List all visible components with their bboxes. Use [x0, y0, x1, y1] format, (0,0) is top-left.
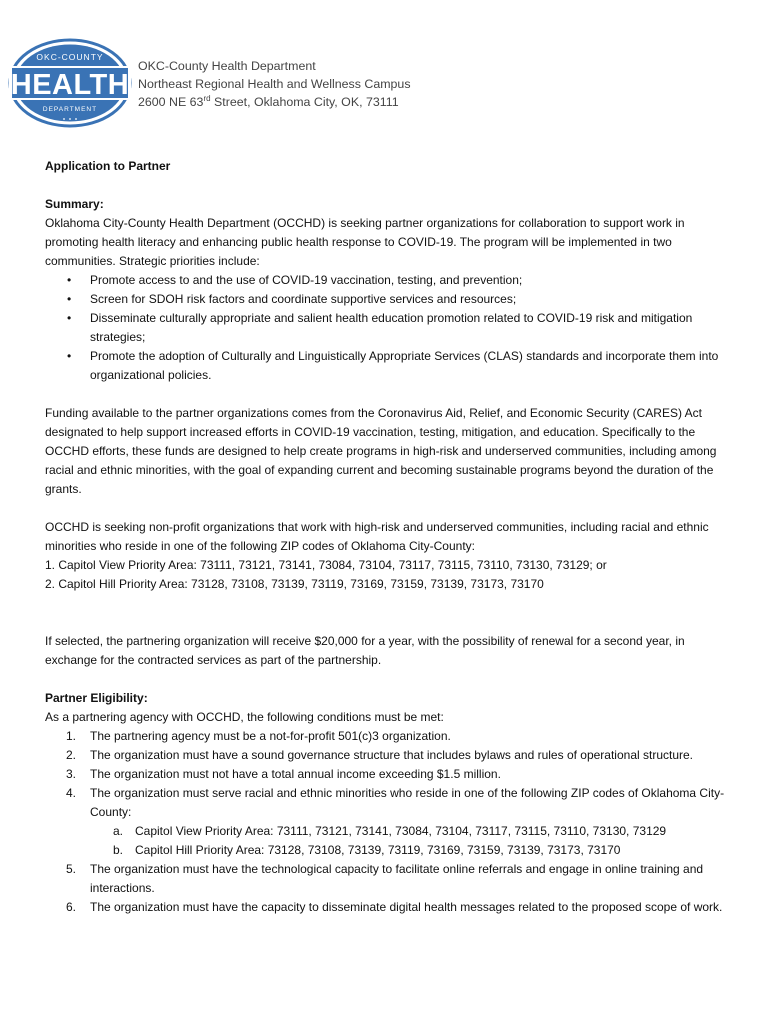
document-body	[45, 157, 735, 917]
bullet-icon: •	[67, 311, 72, 325]
zip-area-capitol-view: 1. Capitol View Priority Area: 73111, 73121, 73141, 73084, 73104, 73117, 73115, 73110, 73130, 73129; or	[45, 558, 607, 572]
list-item: 2. The organization must have a sound governance structure that includes bylaws and rules of operational structure.	[66, 748, 694, 762]
priorities-list	[45, 271, 735, 385]
eligibility-heading: Partner Eligibility:	[45, 691, 148, 705]
list-item: • Screen for SDOH risk factors and coordinate supportive services and resources;	[45, 290, 735, 309]
logo-top-text: OKC-COUNTY	[36, 52, 104, 62]
bullet-icon: •	[67, 292, 72, 306]
selected-paragraph: If selected, the partnering organization will receive $20,000 for a year, with the possibility of renewal for a second year, in exchange for the contracted services as part of the partnership.	[45, 634, 685, 667]
bullet-icon: •	[67, 349, 72, 363]
list-item: 4. The organization must serve racial and ethnic minorities who reside in one of the following ZIP codes of Oklahoma City-County: a. Capitol View Priority Area: 73111, 73121, 73141, 73084, 73104, 73117, 73115, 73110, 73130, 73129 b. Capitol Hill Priority Area: 73128, 73108, 73139, 73119, 73169, 73159, 73139, 73173, 73170	[45, 784, 735, 860]
list-item: 6. The organization must have the capacity to disseminate digital health messages related to the proposed scope of work.	[66, 900, 723, 914]
street-address: 2600 NE 63rd Street, Oklahoma City, OK, 73111	[138, 93, 399, 109]
seeking-paragraph: OCCHD is seeking non-profit organizations that work with high-risk and underserved communities, including racial and ethnic minorities who reside in one of the following ZIP codes of Oklahoma City-County:	[45, 520, 709, 553]
bullet-icon: •	[67, 273, 72, 287]
zip-area-capitol-hill: 2. Capitol Hill Priority Area: 73128, 73108, 73139, 73119, 73169, 73159, 73139, 73173, 73170	[45, 577, 544, 591]
summary-paragraph: Oklahoma City-County Health Department (OCCHD) is seeking partner organizations for collaboration to support work in promoting health literacy and enhancing public health response to COVID-19. The program will be implemented in two communities. Strategic priorities include:	[45, 216, 685, 268]
list-item: • Promote access to and the use of COVID-19 vaccination, testing, and prevention;	[45, 271, 735, 290]
header-address-block	[138, 57, 411, 111]
list-item: • Promote the adoption of Culturally and Linguistically Appropriate Services (CLAS) standards and incorporate them into organizational policies.	[67, 349, 719, 382]
eligibility-conditions-list	[45, 727, 735, 917]
list-item: a. Capitol View Priority Area: 73111, 73121, 73141, 73084, 73104, 73117, 73115, 73110, 73130, 73129	[113, 824, 667, 838]
list-item: 1. The partnering agency must be a not-for-profit 501(c)3 organization.	[66, 729, 451, 743]
health-department-logo	[8, 38, 132, 128]
list-item: b. Capitol Hill Priority Area: 73128, 73108, 73139, 73119, 73169, 73159, 73139, 73173, 73170	[113, 843, 621, 857]
campus-name: Northeast Regional Health and Wellness Campus	[138, 77, 411, 91]
logo-bottom-text: DEPARTMENT	[42, 106, 98, 113]
list-item: 5. The organization must have the technological capacity to facilitate online referrals and engage in online training and interactions.	[66, 862, 704, 895]
funding-paragraph: Funding available to the partner organizations comes from the Coronavirus Aid, Relief, and Economic Security (CARES) Act designated to help support increased efforts in COVID-19 vaccination, testing, mitigation, and education. Specifically to the OCCHD efforts, these funds are designed to help create programs in high-risk and underserved communities, including among racial and ethnic minorities, with the goal of expanding current and becoming sustainable programs beyond the duration of the grants.	[45, 406, 717, 496]
list-item: 3. The organization must not have a total annual income exceeding $1.5 million.	[66, 767, 501, 781]
list-item: • Disseminate culturally appropriate and salient health education promotion related to COVID-19 risk and mitigation strategies;	[67, 311, 693, 344]
document-title: Application to Partner	[45, 159, 171, 173]
summary-heading: Summary:	[45, 197, 104, 211]
eligibility-intro: As a partnering agency with OCCHD, the following conditions must be met:	[45, 710, 444, 724]
logo-main-text: HEALTH	[10, 69, 130, 101]
zip-sublist	[90, 822, 735, 860]
org-name: OKC-County Health Department	[138, 59, 316, 73]
